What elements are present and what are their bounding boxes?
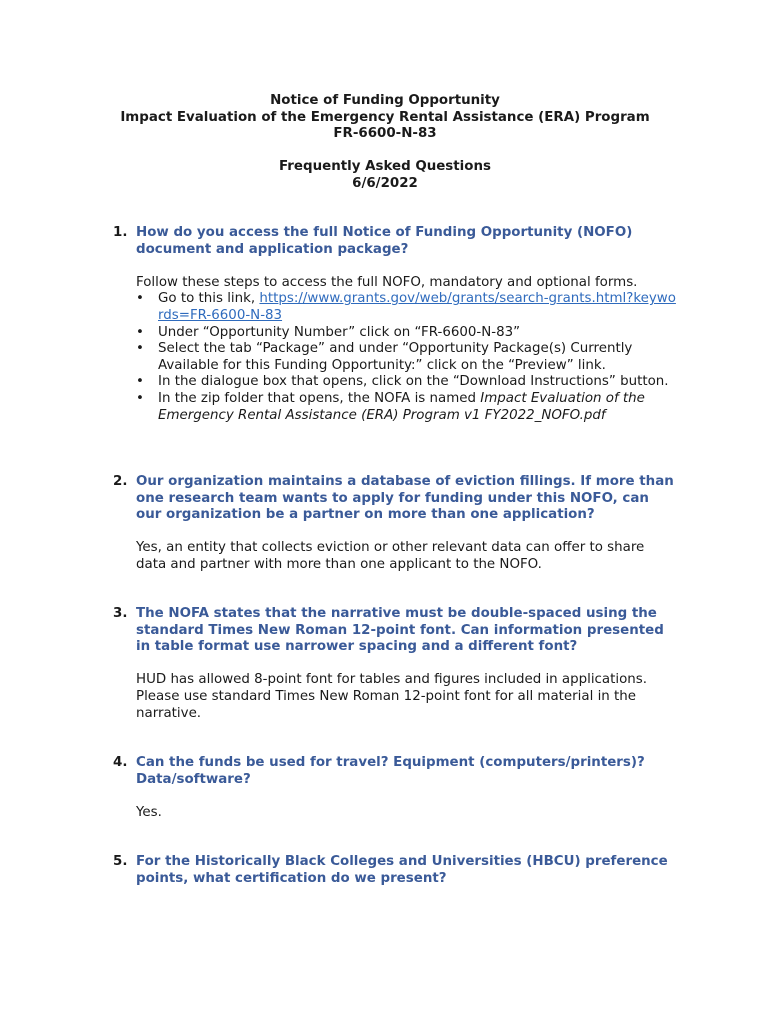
question-text: The NOFA states that the narrative must be double-spaced using the standard Times New Roman 12-point font. Can information presented in table format use narrower spacing and a different font? bbox=[136, 606, 664, 655]
program-title: Impact Evaluation of the Emergency Rental Assistance (ERA) Program bbox=[120, 109, 650, 125]
grants-search-link[interactable]: https://www.grants.gov/web/grants/search-grants.html?keywords=FR-6600-N-83 bbox=[158, 291, 676, 323]
faq-item-2 bbox=[0, 474, 770, 574]
question-heading bbox=[0, 755, 676, 788]
faq-item-5 bbox=[0, 854, 770, 887]
question-number: 4. bbox=[113, 755, 128, 770]
question-number: 5. bbox=[113, 854, 128, 869]
step-item: • Select the tab “Package” and under “Opportunity Package(s) Currently Available for this Funding Opportunity:” click on the “Preview” link. bbox=[136, 341, 676, 374]
answer-text: HUD has allowed 8-point font for tables and figures included in applications. Please use standard Times New Roman 12-point font for all material in the narrative. bbox=[136, 672, 648, 721]
step-item: • Under “Opportunity Number” click on “FR-6600-N-83” bbox=[136, 325, 676, 342]
step-item bbox=[136, 291, 676, 324]
question-heading bbox=[0, 606, 676, 656]
question-text: Our organization maintains a database of eviction fillings. If more than one research team wants to apply for funding under this NOFO, can our organization be a partner on more than one application? bbox=[136, 474, 674, 523]
notice-title: Notice of Funding Opportunity bbox=[270, 93, 500, 108]
answer-text: Yes, an entity that collects eviction or other relevant data can offer to share data and partner with more than one applicant to the NOFO. bbox=[136, 540, 645, 572]
steps-list bbox=[136, 291, 676, 424]
faq-title: Frequently Asked Questions bbox=[279, 159, 491, 175]
answer-text: Yes. bbox=[136, 804, 162, 820]
question-text: Can the funds be used for travel? Equipment (computers/printers)? Data/software? bbox=[136, 755, 645, 787]
answer-intro: Follow these steps to access the full NOFO, mandatory and optional forms. bbox=[136, 274, 638, 290]
question-number: 3. bbox=[113, 606, 128, 621]
question-text: How do you access the full Notice of Funding Opportunity (NOFO) document and application package? bbox=[136, 225, 633, 257]
question-number: 2. bbox=[113, 474, 128, 489]
nofo-number: FR-6600-N-83 bbox=[333, 126, 437, 142]
step-text: Go to this link, bbox=[158, 291, 260, 307]
question-heading bbox=[0, 854, 676, 887]
question-text: For the Historically Black Colleges and Universities (HBCU) preference points, what certification do we present? bbox=[136, 854, 668, 886]
step-text: In the zip folder that opens, the NOFA is named bbox=[158, 390, 481, 406]
question-heading bbox=[0, 225, 676, 258]
document-header bbox=[0, 93, 770, 193]
document-date: 6/6/2022 bbox=[352, 175, 418, 191]
faq-item-1 bbox=[0, 225, 770, 424]
faq-item-4 bbox=[0, 755, 770, 821]
step-item bbox=[136, 391, 676, 424]
question-number: 1. bbox=[113, 225, 128, 240]
nofo-filename: Impact Evaluation of the Emergency Rental Assistance (ERA) Program v1 FY2022_NOFO.pdf bbox=[158, 390, 645, 423]
answer-block bbox=[0, 275, 676, 424]
question-heading bbox=[0, 474, 676, 524]
faq-item-3 bbox=[0, 606, 770, 722]
step-item: • In the dialogue box that opens, click on the “Download Instructions” button. bbox=[136, 374, 676, 391]
